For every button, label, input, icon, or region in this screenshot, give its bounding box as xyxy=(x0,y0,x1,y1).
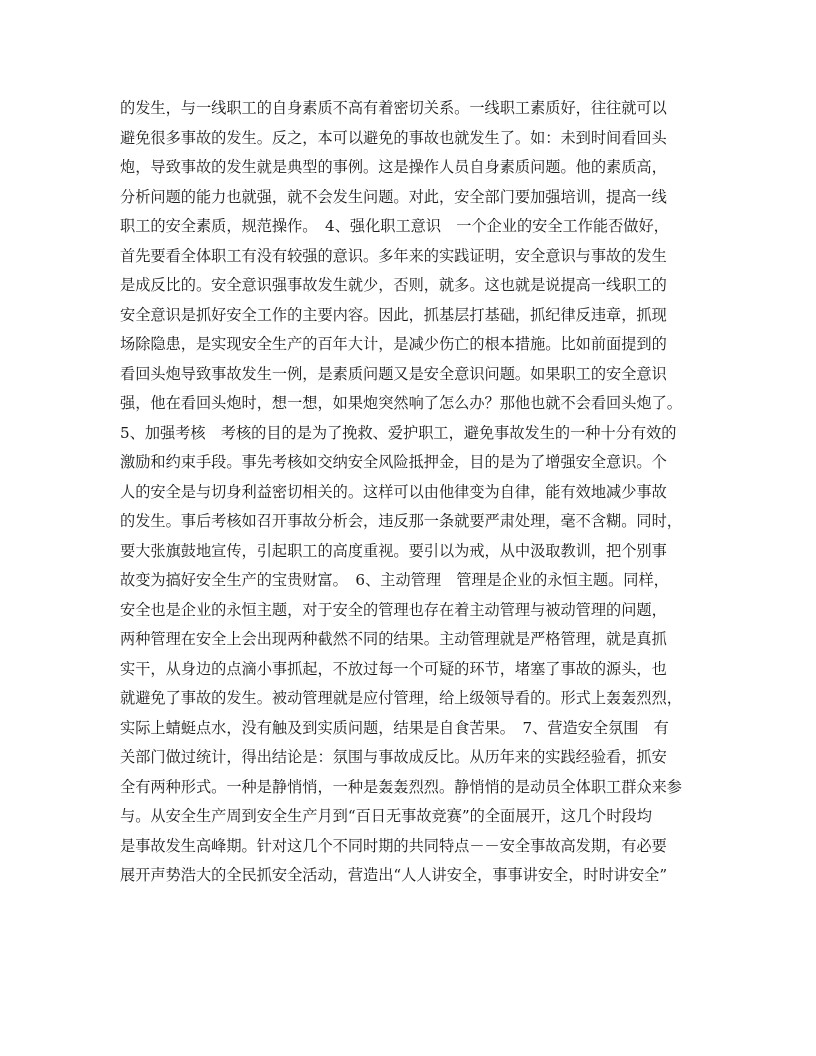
text-line: 就避免了事故的发生。被动管理就是应付管理，给上级领导看的。形式上轰轰烈烈， xyxy=(120,689,682,707)
text-line: 看回头炮导致事故发生一例，是素质问题又是安全意识问题。如果职工的安全意识 xyxy=(120,364,667,383)
text-line: 5、加强考核 考核的目的是为了挽救、爱护职工，避免事故发生的一种十分有效的 xyxy=(120,423,677,442)
text-line: 首先要看全体职工有没有较强的意识。多年来的实践证明，安全意识与事故的发生 xyxy=(120,246,667,265)
text-line: 是事故发生高峰期。针对这几个不同时期的共同特点－－安全事故高发期，有必要 xyxy=(120,836,667,855)
text-line: 关部门做过统计，得出结论是：氛围与事故成反比。从历年来的实践经验看，抓安 xyxy=(120,748,667,766)
text-line: 全有两种形式。一种是静悄悄，一种是轰轰烈烈。静悄悄的是动员全体职工群众来参 xyxy=(120,777,682,796)
text-line: 要大张旗鼓地宣传，引起职工的高度重视。要引以为戒，从中汲取教训，把个别事 xyxy=(120,541,667,560)
text-line: 的发生，与一线职工的自身素质不高有着密切关系。一线职工素质好，往往就可以 xyxy=(120,99,667,117)
document-body xyxy=(120,94,710,891)
text-line: 实际上蜻蜓点水，没有触及到实质问题，结果是自食苦果。 7、营造安全氛围 有 xyxy=(120,718,669,737)
text-line: 炮，导致事故的发生就是典型的事例。这是操作人员自身素质问题。他的素质高， xyxy=(120,158,667,176)
text-line: 分析问题的能力也就强，就不会发生问题。对此，安全部门要加强培训，提高一线 xyxy=(120,187,667,206)
text-line: 安全意识是抓好安全工作的主要内容。因此，抓基层打基础，抓纪律反违章，抓现 xyxy=(120,305,667,324)
text-line: 实干，从身边的点滴小事抓起，不放过每一个可疑的环节，堵塞了事故的源头，也 xyxy=(120,659,667,678)
text-line: 场除隐患，是实现安全生产的百年大计，是减少伤亡的根本措施。比如前面提到的 xyxy=(120,335,667,353)
text-line: 的发生。事后考核如召开事故分析会，违反那一条就要严肃处理，毫不含糊。同时， xyxy=(120,512,682,530)
text-line: 激励和约束手段。事先考核如交纳安全风险抵押金，目的是为了增强安全意识。个 xyxy=(120,453,667,471)
text-line: 人的安全是与切身利益密切相关的。这样可以由他律变为自律，能有效地减少事故 xyxy=(120,482,667,501)
text-line: 避免很多事故的发生。反之，本可以避免的事故也就发生了。如：未到时间看回头 xyxy=(120,128,667,147)
text-line: 展开声势浩大的全民抓安全活动，营造出“人人讲安全，事事讲安全，时时讲安全” xyxy=(120,866,668,884)
text-line: 故变为搞好安全生产的宝贵财富。 6、主动管理 管理是企业的永恒主题。同样， xyxy=(120,571,669,589)
text-line: 与。从安全生产周到安全生产月到“百日无事故竞赛”的全面展开，这几个时段均 xyxy=(120,807,652,825)
text-line: 两种管理在安全上会出现两种截然不同的结果。主动管理就是严格管理，就是真抓 xyxy=(120,630,667,648)
text-line: 强，他在看回头炮时，想一想，如果炮突然响了怎么办？那他也就不会看回头炮了。 xyxy=(120,394,682,412)
text-line: 是成反比的。安全意识强事故发生就少，否则，就多。这也就是说提高一线职工的 xyxy=(120,276,667,294)
text-line: 职工的安全素质，规范操作。 4、强化职工意识 一个企业的安全工作能否做好， xyxy=(120,217,669,235)
text-line: 安全也是企业的永恒主题，对于安全的管理也存在着主动管理与被动管理的问题， xyxy=(120,600,667,619)
